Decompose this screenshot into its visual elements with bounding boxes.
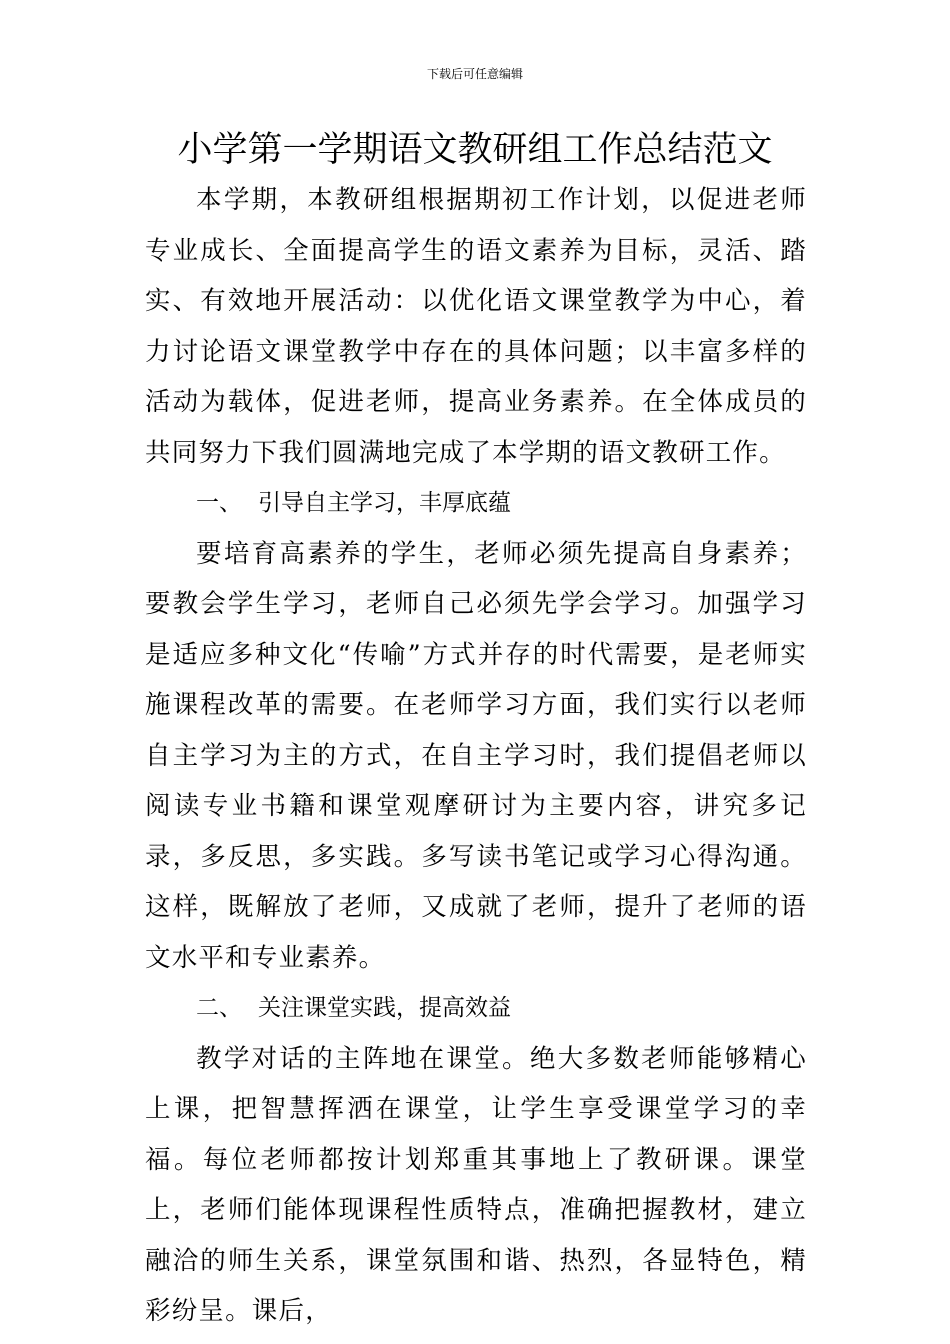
- section-heading-1: [145, 478, 807, 529]
- header-note: 下载后可任意编辑: [426, 67, 523, 81]
- section-heading-2: [145, 983, 807, 1034]
- section-number: 二、: [196, 995, 242, 1021]
- section-1-paragraph: 要培育高素养的学生，老师必须先提高自身素养；要教会学生学习，老师自己必须先学会学习。加强学习是适应多种文化“传喻”方式并存的时代需要，是老师实施课程改革的需要。在老师学习方面，我们实行以老师自主学习为主的方式，在自主学习时，我们提倡老师以阅读专业书籍和课堂观摩研讨为主要内容，讲究多记录，多反思，多实践。多写读书笔记或学习心得沟通。这样，既解放了老师，又成就了老师，提升了老师的语文水平和专业素养。: [145, 538, 807, 973]
- document-body: [145, 175, 807, 1337]
- intro-paragraph: 本学期，本教研组根据期初工作计划，以促进老师专业成长、全面提高学生的语文素养为目标，灵活、踏实、有效地开展活动：以优化语文课堂教学为中心，着力讨论语文课堂教学中存在的具体问题；以丰富多样的活动为载体，促进老师，提高业务素养。在全体成员的共同努力下我们圆满地完成了本学期的语文教研工作。: [145, 185, 807, 468]
- document-title: 小学第一学期语文教研组工作总结范文: [177, 130, 773, 170]
- section-2-paragraph: 教学对话的主阵地在课堂。绝大多数老师能够精心上课，把智慧挥洒在课堂，让学生享受课堂学习的幸福。每位老师都按计划郑重其事地上了教研课。课堂上，老师们能体现课程性质特点，准确把握教材，建立融洽的师生关系，课堂氛围和谐、热烈，各显特色，精彩纷呈。课后，: [145, 1043, 807, 1326]
- section-title: 引导自主学习，丰厚底蕴: [258, 490, 511, 516]
- section-title: 关注课堂实践，提高效益: [258, 995, 511, 1021]
- section-number: 一、: [196, 490, 242, 516]
